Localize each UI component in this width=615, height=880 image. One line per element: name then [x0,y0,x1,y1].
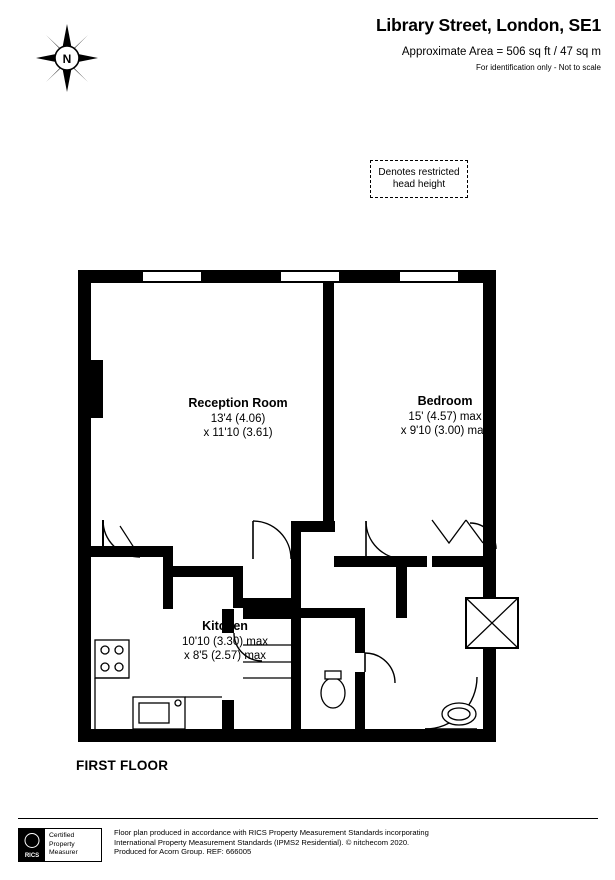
room-name-reception: Reception Room [188,396,288,410]
rics-badge-text [45,832,78,857]
rics-logo-icon [19,829,45,861]
footer-disclaimer-line-1: Floor plan produced in accordance with RICS Property Measurement Standards incorporating [114,828,429,837]
rics-mark-label: RICS [24,853,40,859]
legend-line-1: Denotes restricted [378,166,460,178]
room-dim-bedroom-2: x 9'10 (3.00) max [400,425,490,437]
room-name-bedroom: Bedroom [417,394,473,408]
footer-disclaimer [114,828,584,857]
footer-disclaimer-line-3: Produced for Acorn Group. REF: 666005 [114,847,252,857]
room-dim-bedroom-1: 15' (4.57) max [408,410,482,423]
room-label-kitchen [120,619,330,664]
area-summary: Approximate Area = 506 sq ft / 47 sq m [401,46,601,58]
compass-north-letter: N [62,52,72,66]
floor-caption: FIRST FLOOR [76,758,169,773]
room-dim-kitchen-1: 10'10 (3.30) max [182,635,268,648]
legend-line-2: head height [392,179,446,190]
rics-badge-line-3: Measurer [49,849,78,857]
footer-disclaimer-line-2: International Property Measurement Standards (IPMS2 Residential). © nitchecom 2020. [114,837,410,847]
plan-footer [18,818,598,866]
page-title: Library Street, London, SE1 [375,15,601,35]
room-name-kitchen: Kitchen [202,619,248,633]
room-dim-kitchen-2: x 8'5 (2.57) max [183,650,267,662]
room-label-reception [128,396,348,441]
footer-divider [18,818,598,819]
scale-note: For identification only - Not to scale [476,63,601,72]
rics-badge-line-1: Certified [49,832,75,840]
rics-badge-line-2: Property [49,840,75,848]
room-dim-reception-1: 13'4 (4.06) [210,412,266,425]
globe-icon [25,833,40,848]
rics-certified-badge [18,828,102,862]
wall-structure [78,270,496,742]
room-dim-reception-2: x 11'10 (3.61) [203,427,273,439]
room-label-bedroom [350,394,540,439]
